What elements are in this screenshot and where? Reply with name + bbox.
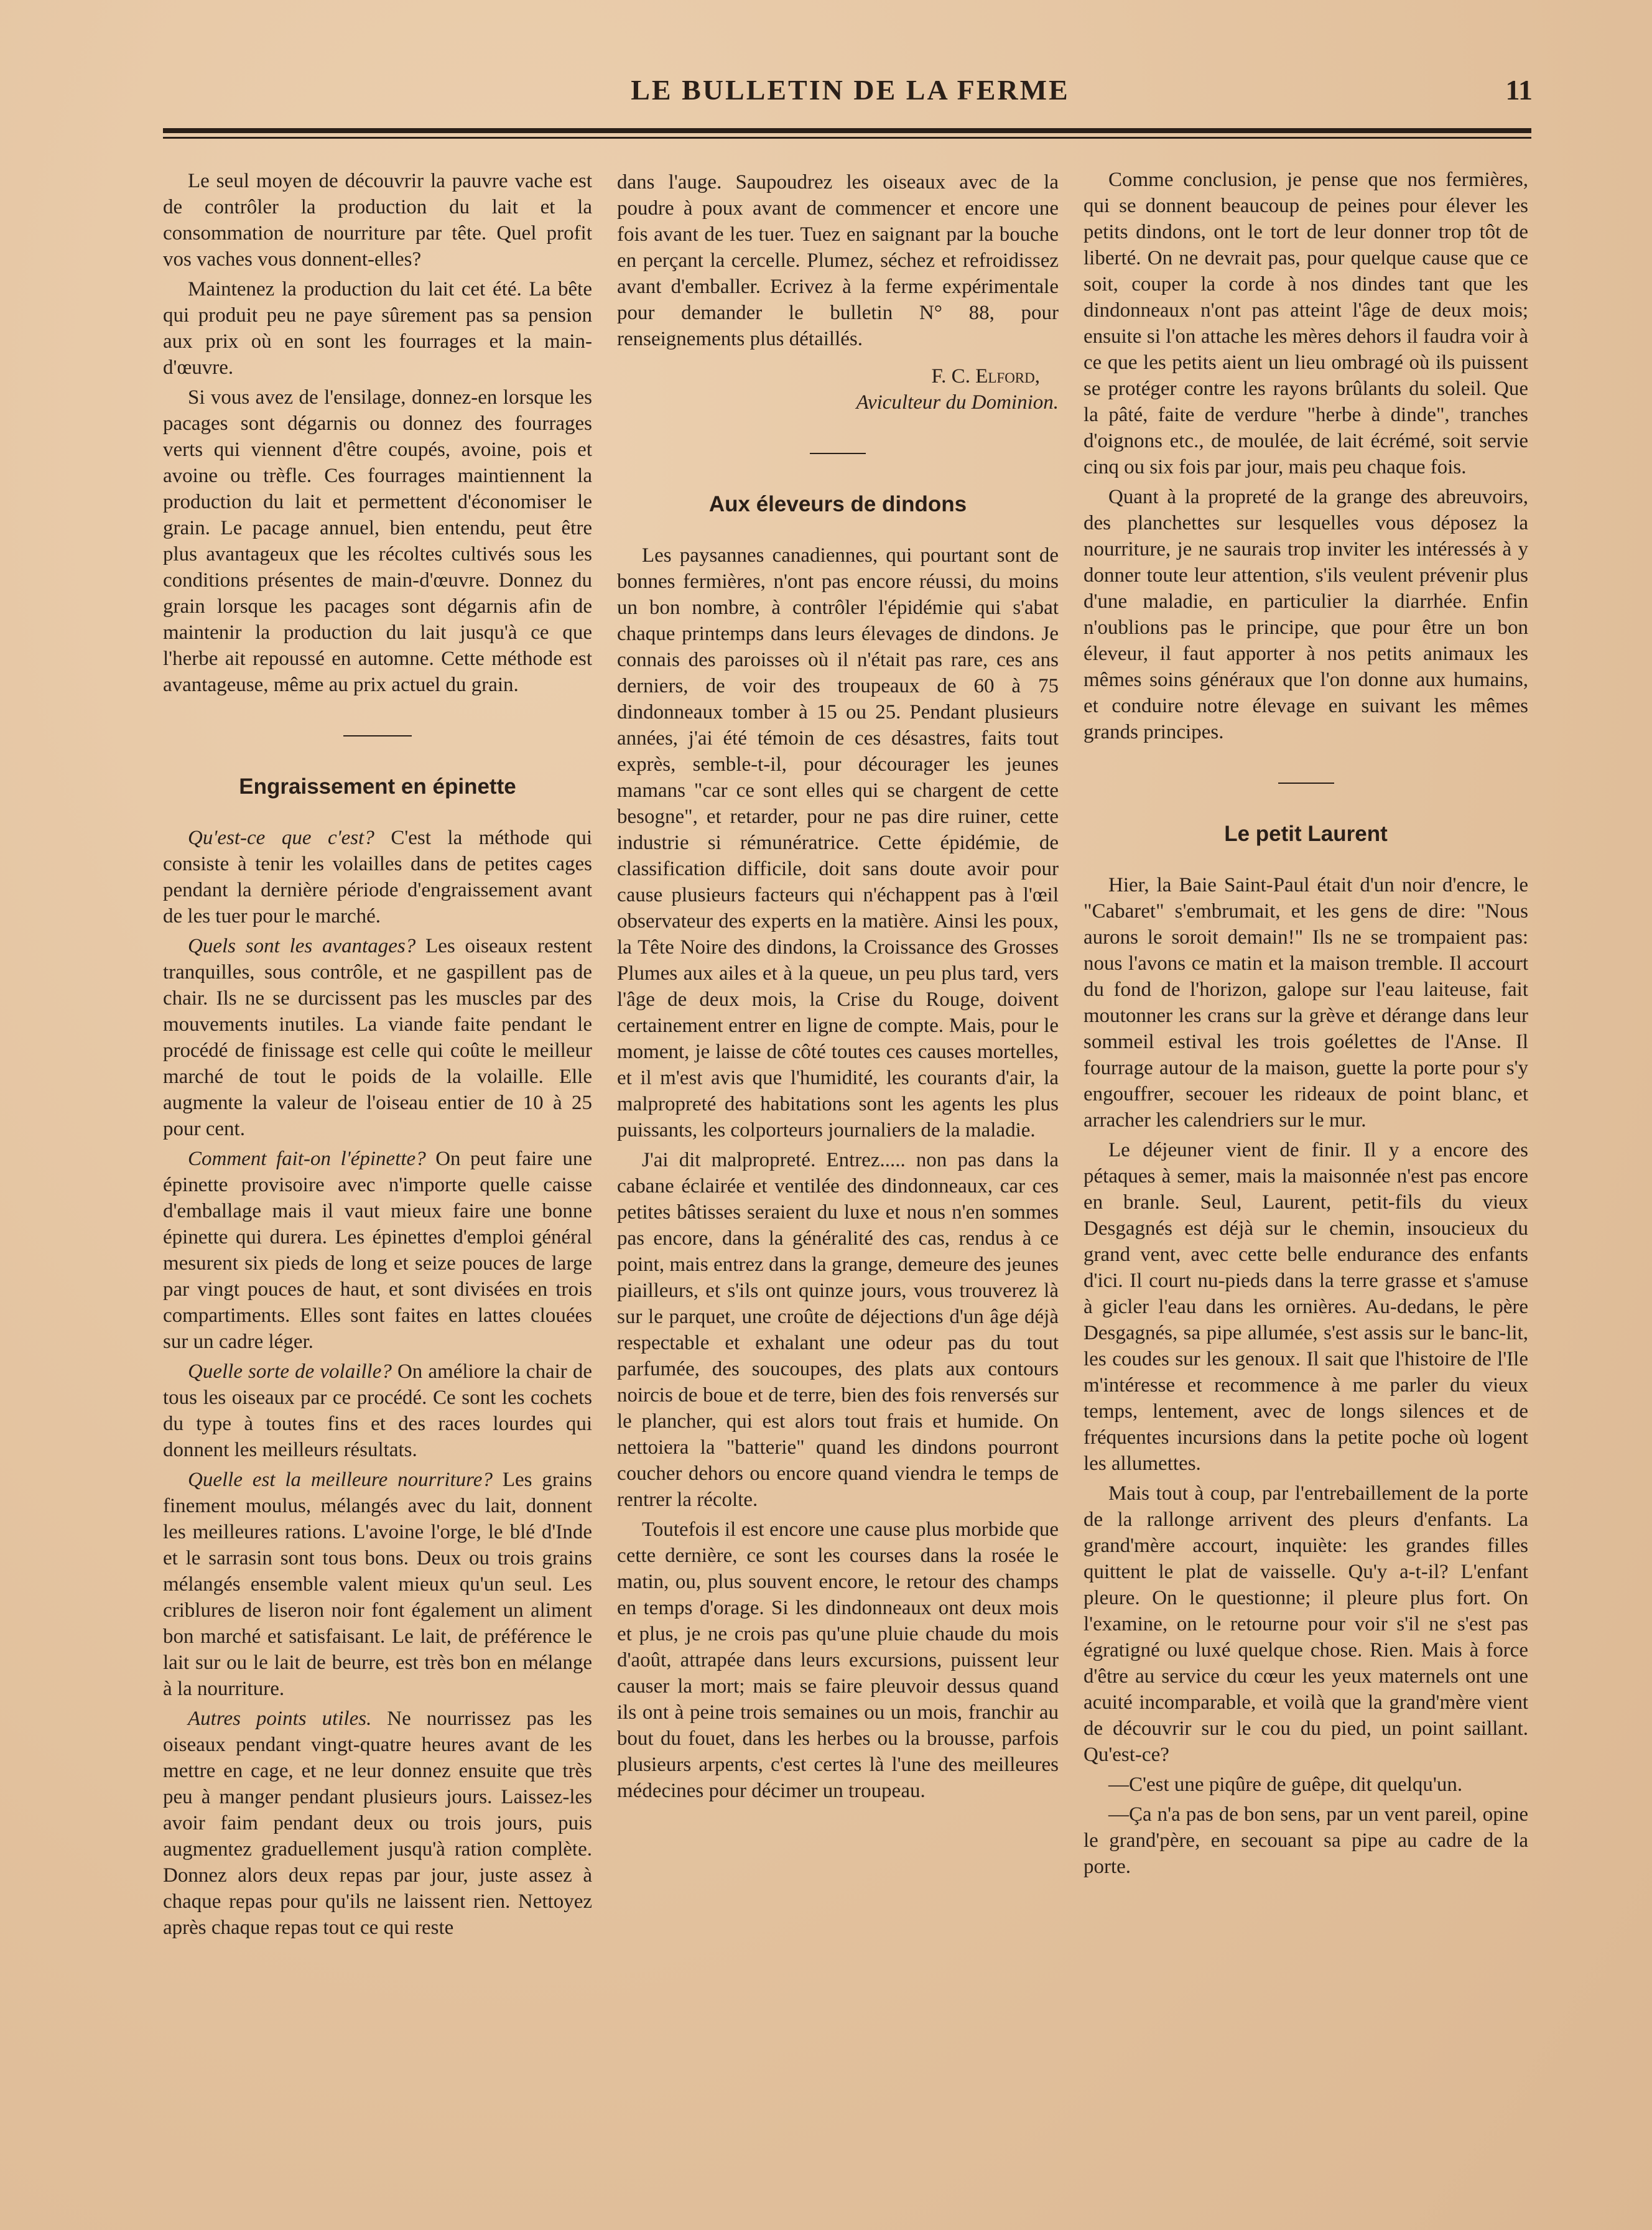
answer-text: On peut faire une épinette provisoire avec n'importe quelle caisse d'emballage mais il vaut mieux faire une bonne épinette qui durera. Les épinettes d'emploi général mesurent six pieds de long et seize pouces de large par vingt pouces de haut, et sont divisées en trois compartiments. Elles sont faites en lattes clouées sur un cadre léger. (163, 1148, 592, 1353)
paragraph: J'ai dit malpropreté. Entrez..... non pas dans la cabane éclairée et ventilée des dindonneaux, car ces petites bâtisses seraient du luxe et nous n'en sommes pas encore, dans la généralité des cas, rendus à ce point, mais entrez dans la grange, demeure des jeunes piailleurs, et s'ils ont quinze jours, vous trouverez là sur le parquet, une croûte de déjections d'un âge déjà respectable et exhalant une odeur pas du tout parfumée, des soucoupes, des plats aux contours noircis de boue et de terre, bien des fois renversés sur le plancher, qui est alors tout frais et humide. On nettoiera la "batterie" quand les dindons pourront coucher dehors ou encore quand viendra le temps de rentrer la récolte. (617, 1149, 1059, 1511)
page-number: 11 (1505, 74, 1533, 106)
section-divider (810, 453, 866, 454)
qa-paragraph (163, 933, 592, 1142)
section-title-laurent: Le petit Laurent (1224, 822, 1388, 846)
question-label: Quelle est la meilleure nourriture? (188, 1469, 493, 1491)
question-label: Quelle sorte de volaille? (188, 1360, 392, 1383)
question-label: Comment fait-on l'épinette? (188, 1148, 426, 1170)
paragraph: dans l'auge. Saupoudrez les oiseaux avec de la poudre à poux avant de commencer et encore une fois avant de les tuer. Tuez en saignant par la bouche en perçant la cercelle. Plumez, séchez et refroidissez avant d'emballer. Ecrivez à la ferme expérimentale pour demander le bulletin N° 88, pour renseignements plus détaillés. (617, 171, 1059, 350)
author-title: Aviculteur du Dominion. (856, 391, 1059, 414)
column-3 (1084, 167, 1528, 1884)
publication-title: LE BULLETIN DE LA FERME (631, 74, 1070, 106)
paragraph: Mais tout à coup, par l'entrebaillement de la porte de la rallonge arrivent des pleurs d'enfants. La grand'mère accourt, inquiète: les grandes filles quittent le plat de vaisselle. Qu'y a-t-il? L'enfant pleure. On le questionne; il pleure plus fort. On l'examine, on le retourne pour voir s'il ne s'est pas égratigné ou luxé quelque chose. Rien. Mais à force d'être au service du cœur les yeux maternels ont une acuité incomparable, et voilà que la grand'mère vient de découvrir sur le cou du pied, un point saillant. Qu'est-ce? (1084, 1482, 1528, 1766)
paragraph: Les paysannes canadiennes, qui pourtant sont de bonnes fermières, n'ont pas encore réussi, du moins un bon nombre, à contrôler l'épidémie qui s'abat chaque printemps dans leurs élevages de dindons. Je connais des paroisses où il n'était pas rare, ces ans derniers, de voir des troupeaux de 60 à 75 dindonneaux tomber à 15 ou 25. Pendant plusieurs années, j'ai été témoin de ces désastres, faits tout exprès, semble-t-il, pour décourager les jeunes mamans "car ce sont elles qui se chargent de cette besogne", et retarder, pour ne pas dire ruiner, cette industrie si rémunératrice. Cette épidémie, de classification difficile, doit sans doute avoir pour cause plusieurs facteurs qui n'échappent pas à l'œil observateur des experts en la matière. Ainsi les poux, la Tête Noire des dindons, la Croissance des Grosses Plumes aux ailes et à la queue, un peu plus tard, vers l'âge de deux mois, la Crise du Rouge, doivent certainement entrer en ligne de compte. Mais, pour le moment, je laisse de côté toutes ces causes mortelles, et il m'est avis que l'humidité, les courants d'air, la malpropreté des habitations sont les agents les plus puissants, les colporteurs journaliers de la maladie. (617, 544, 1059, 1141)
qa-paragraph (163, 1359, 592, 1463)
question-label: Qu'est-ce que c'est? (188, 827, 374, 849)
qa-paragraph (163, 825, 592, 929)
question-label: Quels sont les avantages? (188, 935, 416, 957)
author-name: F. C. Elford, (931, 365, 1040, 388)
paragraph: Maintenez la production du lait cet été. La bête qui produit peu ne paye sûrement pas sa pension aux prix où en sont les fourrages et la main-d'œuvre. (163, 278, 592, 379)
section-divider (343, 735, 412, 736)
section-title-dindons: Aux éleveurs de dindons (708, 492, 967, 516)
paragraph: Si vous avez de l'ensilage, donnez-en lorsque les pacages sont dégarnis ou donnez des fourrages verts qui viennent d'être coupés, avoine, pois et avoine ou trèfle. Ces fourrages maintiennent la production du lait et permettent d'économiser le grain. Le pacage annuel, bien entendu, peut être plus avantageux que les récoltes cultivés sous les conditions présentes de main-d'œuvre. Donnez du grain lorsque les pacages sont dégarnis afin de maintenir la production du lait jusqu'à ce que l'herbe ait repoussé en automne. Cette méthode est avantageuse, même au prix actuel du grain. (163, 386, 592, 696)
answer-text: Les grains finement moulus, mélangés avec du lait, donnent les meilleures rations. L'avoine l'orge, le blé d'Inde et le sarrasin sont tous bons. Deux ou trois grains mélangés ensemble valent mieux qu'un seul. Les criblures de liseron noir font également un aliment bon marché et satisfaisant. Le lait, de préférence le lait sur ou le lait de beurre, est très bon en mélange à la nourriture. (163, 1469, 592, 1700)
qa-paragraph (163, 1146, 592, 1355)
header-rule (163, 128, 1531, 133)
answer-text: Ne nourrissez pas les oiseaux pendant vingt-quatre heures avant de les mettre en cage, et ne leur donnez ensuite que très peu à manger pendant plusieurs jours. Laissez-les avoir faim pendant deux ou trois jours, puis augmentez graduellement jusqu'à ration complète. Donnez alors deux repas par jour, juste assez à chaque repas pour qu'ils ne laissent rien. Nettoyez après chaque repas tout ce qui reste (163, 1707, 592, 1939)
paragraph: —Ça n'a pas de bon sens, par un vent pareil, opine le grand'père, en secouant sa pipe au cadre de la porte. (1084, 1803, 1528, 1878)
paragraph: Le déjeuner vient de finir. Il y a encore des pétaques à semer, mais la maisonnée n'est pas encore en branle. Seul, Laurent, petit-fils du vieux Desgagnés est déjà sur le chemin, insoucieux du grand vent, avec cette belle endurance des enfants d'ici. Il court nu-pieds dans la terre grasse et s'amuse à gicler l'eau dans les ornières. Au-dedans, le père Desgagnés, sa pipe allumée, s'est assis sur le banc-lit, les coudes sur les genoux. Il sait que l'histoire de l'Ile m'intéresse et recommence à me parler du vieux temps, lentement, avec de longs silences et de fréquentes incursions dans la petite poche où logent les allumettes. (1084, 1139, 1528, 1475)
paragraph: Quant à la propreté de la grange des abreuvoirs, des planchettes sur lesquelles vous déposez la nourriture, je ne saurais trop inviter les intéressés à y donner toute leur attention, s'ils veulent prévenir plus d'une maladie, en particulier la diarrhée. Enfin n'oublions pas le principe, que pour être un bon éleveur, il faut apporter à nos petits animaux les mêmes soins généraux que l'on donne aux humains, et conduire notre élevage en suivant les mêmes grands principes. (1084, 486, 1528, 743)
paragraph: Comme conclusion, je pense que nos fermières, qui se donnent beaucoup de peines pour élever les petits dindons, ont le tort de leur donner trop tôt de liberté. On ne devrait pas, pour quelque cause que ce soit, couper la corde à nos dindes tant que les dindonneaux n'ont pas atteint l'âge de deux mois; ensuite si l'on attache les mères dehors il faudra voir à ce que les petits aient un lieu ombragé où ils puissent se protéger contre les rayons brûlants du soleil. Que la pâté, faite de verdure "herbe à dinde", tranches d'oignons etc., de moulée, de lait écrémé, soit servie cinq ou six fois par jour, mais peu chaque fois. (1084, 169, 1528, 478)
qa-paragraph (163, 1467, 592, 1702)
paragraph: —C'est une piqûre de guêpe, dit quelqu'un. (1108, 1773, 1463, 1796)
answer-text: C'est la méthode qui consiste à tenir les volailles dans de petites cages pendant la dernière période d'engraissement avant de les tuer pour le marché. (163, 827, 593, 927)
section-divider (1278, 783, 1334, 784)
qa-paragraph (163, 1706, 592, 1941)
column-1 (163, 168, 592, 1944)
paragraph: Toutefois il est encore une cause plus morbide que cette dernière, ce sont les courses dans la rosée le matin, ou, plus souvent encore, le retour des champs en temps d'orage. Si les dindonneaux ont deux mois et plus, je ne crois pas qu'une pluie chaude du mois d'août, attrapée dans leurs excursions, puissent leur causer la mort; mais se faire pleuvoir dessus quand ils ont à peine trois semaines ou un mois, franchir au bout du fouet, dans les herbes ou la brousse, parfois plusieurs arpents, c'est certes là l'une des meilleures médecines pour décimer un troupeau. (617, 1518, 1059, 1802)
answer-text: Les oiseaux restent tranquilles, sous contrôle, et ne gaspillent pas de chair. Ils ne se durcissent pas les muscles par des mouvements inutiles. La viande faite pendant le procédé de finissage est celle qui coûte le meilleur marché de tout le poids de la volaille. Elle augmente la valeur de l'oiseau entier de 10 à 25 pour cent. (163, 935, 593, 1140)
paragraph: Le seul moyen de découvrir la pauvre vache est de contrôler la production du lait et la consommation de nourriture par tête. Quel profit vos vaches vous donnent-elles? (163, 170, 592, 271)
page-header (163, 73, 1538, 117)
question-label: Autres points utiles. (188, 1707, 372, 1730)
section-title-engraissement: Engraissement en épinette (239, 774, 516, 799)
column-2 (617, 169, 1059, 1808)
header-rule-thin (163, 137, 1531, 139)
answer-text: On améliore la chair de tous les oiseaux par ce procédé. Ce sont les cochets du type à toutes fins et des races lourdes qui donnent les meilleurs résultats. (163, 1360, 592, 1461)
paragraph: Hier, la Baie Saint-Paul était d'un noir d'encre, le "Cabaret" s'embrumait, et les gens de dire: "Nous aurons le soroit demain!" Ils ne se trompaient pas: nous l'avons ce matin et la maison tremble. Il accourt du fond de l'horizon, galope sur l'eau laiteuse, fait moutonner les crans sur la grève et dérange dans leur sommeil estival les trois goélettes de l'Anse. Il fourrage autour de la maison, guette la porte pour s'y engouffrer, secouer les rideaux de point blanc, et arracher les calendriers sur le mur. (1084, 874, 1528, 1131)
